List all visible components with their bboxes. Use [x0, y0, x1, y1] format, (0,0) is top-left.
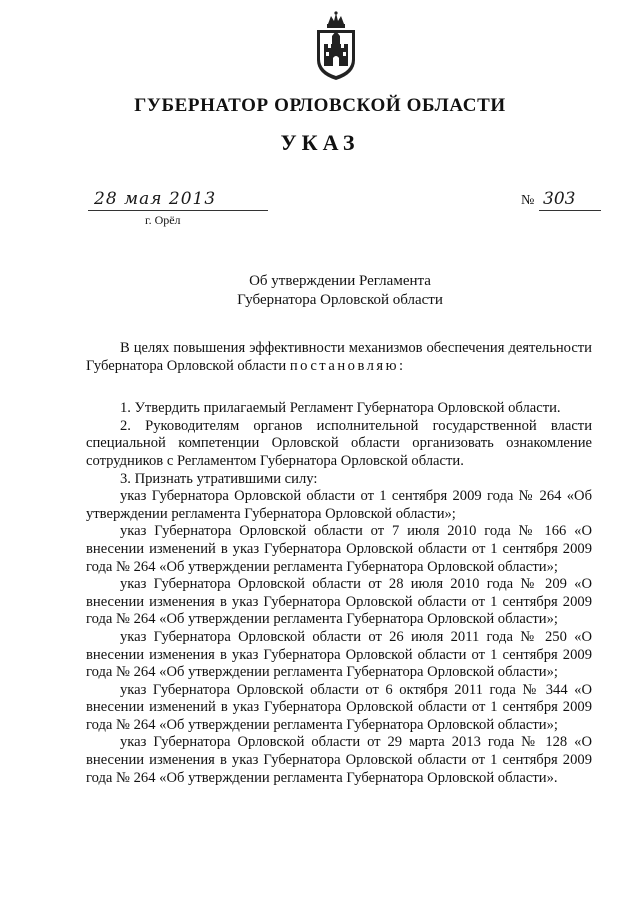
subject-line-2: Губернатора Орловской области — [237, 292, 443, 308]
preamble-end: : — [399, 357, 404, 374]
number-sign: № — [521, 193, 535, 208]
coat-of-arms-icon — [311, 10, 361, 82]
handwritten-date: 28 мая 2013 — [94, 189, 217, 209]
preamble-keyword: постановляю — [289, 357, 400, 374]
repeal-item: указ Губернатора Орловской области от 29 марта 2013 года № 128 «О внесении изменения в указ Губернатора Орловской области от 1 сентября 2009 года № 264 «Об утверждении регламента Губернатора Орловской области». — [86, 734, 592, 786]
handwritten-number: 303 — [543, 189, 576, 209]
subject-heading — [0, 272, 640, 310]
repeal-item: указ Губернатора Орловской области от 7 июля 2010 года № 166 «О внесении изменений в указ Губернатора Орловской области от 1 сентября 2009 года № 264 «Об утверждении регламента Губернатора Орловской области»; — [86, 523, 592, 575]
preamble — [86, 340, 592, 375]
item-2: 2. Руководителям органов исполнительной государственной власти специальной компетенции Орловской области организовать ознакомление сотрудников с Регламентом Губернатора Орловской области. — [86, 417, 592, 469]
document-body — [86, 340, 592, 787]
subject-line-1: Об утверждении Регламента — [249, 273, 431, 289]
date-field — [88, 191, 268, 213]
city-label: г. Орёл — [145, 213, 181, 227]
repeal-item: указ Губернатора Орловской области от 26 июля 2011 года № 250 «О внесении изменения в указ Губернатора Орловской области от 1 сентября 2009 года № 264 «Об утверждении регламента Губернатора Орловской области»; — [86, 628, 592, 681]
item-1: 1. Утвердить прилагаемый Регламент Губернатора Орловской области. — [120, 400, 561, 417]
repeal-item: указ Губернатора Орловской области от 28 июля 2010 года № 209 «О внесении изменения в указ Губернатора Орловской области от 1 сентября 2009 года № 264 «Об утверждении регламента Губернатора Орловской области»; — [86, 576, 592, 628]
repeal-item: указ Губернатора Орловской области от 1 сентября 2009 года № 264 «Об утверждении регламента Губернатора Орловской области»; — [86, 488, 592, 522]
date-underline — [88, 210, 268, 211]
number-underline — [539, 210, 601, 211]
repeal-item: указ Губернатора Орловской области от 6 октября 2011 года № 344 «О внесении изменений в указ Губернатора Орловской области от 1 сентября 2009 года № 264 «Об утверждении регламента Губернатора Орловской области»; — [86, 681, 592, 733]
number-field — [521, 191, 601, 213]
document-type: УКАЗ — [280, 130, 360, 155]
item-3: 3. Признать утратившими силу: — [120, 470, 318, 487]
preamble-main: В целях повышения эффективности механизмов обеспечения деятельности Губернатора Орловской области — [86, 340, 592, 374]
organization-title: ГУБЕРНАТОР ОРЛОВСКОЙ ОБЛАСТИ — [134, 95, 506, 116]
